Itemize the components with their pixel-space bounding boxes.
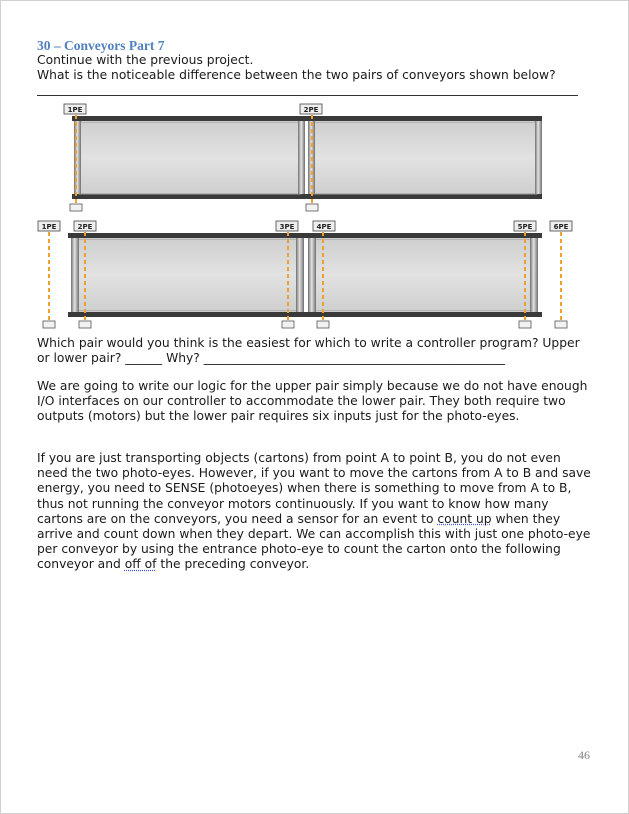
reflector-box [79, 321, 91, 328]
answer-rule [37, 95, 578, 96]
photo-eye-label: 2PE [77, 223, 93, 231]
photo-eye-label: 2PE [303, 106, 319, 114]
photo-eye-lower-1pe [38, 221, 60, 328]
paragraph-photo-eyes [37, 451, 593, 573]
page-number: 46 [578, 748, 590, 762]
photo-eye-label: 6PE [553, 223, 569, 231]
intro-line-2: What is the noticeable difference between the two pairs of conveyors shown below? [37, 68, 556, 82]
spellcheck-off-of: off of [124, 557, 157, 572]
reflector-box [317, 321, 329, 328]
photo-eye-label: 4PE [316, 223, 332, 231]
reflector-box [43, 321, 55, 328]
paragraph-text: when they arrive and count down when they depart. We can accomplish this with just one photo-eye per conveyor by using the entrance photo-eye to count the carton onto the following conveyor and [37, 511, 591, 572]
intro-line-1: Continue with the previous project. [37, 53, 254, 67]
reflector-box [519, 321, 531, 328]
lower-conveyor-pair [68, 233, 542, 317]
paragraph-text: If you are just transporting objects (cartons) from point A to point B, you do not even need the two photo-eyes. However, if you want to move the cartons from A to B and save energy, you need to SENSE (photoeyes) when there is something to move from A to B, thus not running the conveyor motors continuously. If you want to know how many cartons are on the conveyors, you need a sensor for an event to [37, 451, 591, 526]
lower-bottom-rail [68, 312, 542, 317]
lower-conveyor-right [308, 238, 538, 312]
photo-eye-label: 3PE [279, 223, 295, 231]
question-line-2: or lower pair? ______ Why? _________________________________________________ [37, 351, 506, 365]
upper-conveyor-right [308, 121, 542, 194]
upper-conveyor-left [74, 121, 305, 194]
conveyor-diagram [0, 100, 629, 332]
photo-eye-lower-6pe [550, 221, 572, 328]
section-heading: 30 – Conveyors Part 7 [37, 38, 165, 53]
reflector-box [70, 204, 82, 211]
lower-conveyor-left [71, 238, 304, 312]
upper-bottom-rail [72, 194, 542, 199]
paragraph-text: the preceding conveyor. [156, 557, 310, 572]
photo-eye-label: 1PE [41, 223, 57, 231]
photo-eye-label: 5PE [517, 223, 533, 231]
lower-top-rail [68, 233, 542, 238]
upper-top-rail [72, 116, 542, 121]
photo-eye-label: 1PE [67, 106, 83, 114]
paragraph-io-limits: We are going to write our logic for the upper pair simply because we do not have enough I/O interfaces on our controller to accommodate the lower pair. They both require two outputs (motors) but the lower pair requires six inputs just for the photo-eyes. [37, 379, 588, 424]
spellcheck-count-up: count up [437, 511, 492, 526]
reflector-box [306, 204, 318, 211]
upper-conveyor-pair [72, 116, 542, 199]
question-line-1: Which pair would you think is the easiest for which to write a controller program? Upper [37, 336, 580, 350]
reflector-box [555, 321, 567, 328]
reflector-box [282, 321, 294, 328]
